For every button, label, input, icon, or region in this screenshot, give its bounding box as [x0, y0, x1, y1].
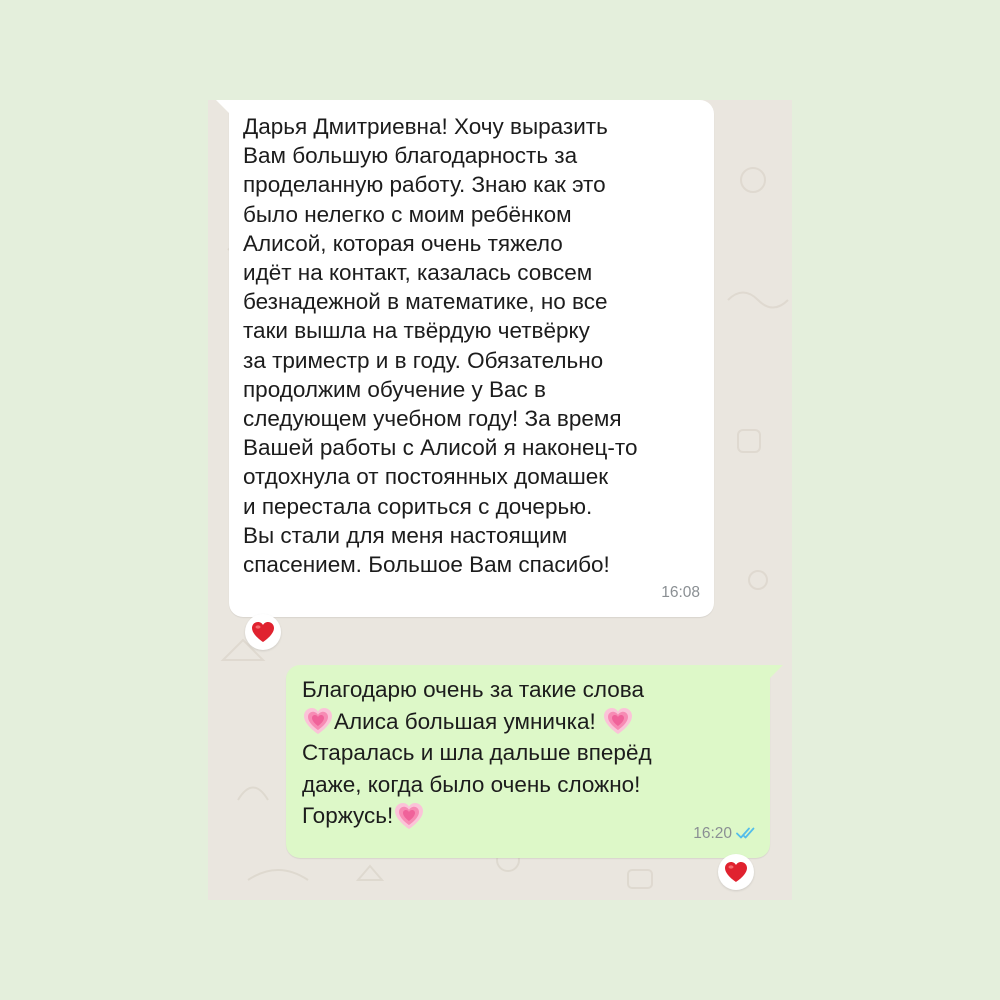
message-line — [302, 800, 754, 832]
message-line-text: Горжусь! — [302, 803, 394, 828]
message-line-text: Благодарю очень за такие слова — [302, 677, 645, 702]
bubble-tail — [216, 100, 230, 114]
outgoing-message-meta — [693, 819, 758, 848]
message-line: Дарья Дмитриевна! Хочу выразить — [243, 114, 608, 139]
outgoing-message-bubble[interactable] — [286, 665, 770, 858]
message-line: и перестала сориться с дочерью. — [243, 493, 593, 519]
message-line-text: Старалась и шла дальше вперёд — [302, 740, 652, 765]
incoming-message-bubble[interactable] — [229, 100, 714, 617]
outgoing-reaction-badge[interactable] — [718, 854, 754, 890]
message-line — [302, 769, 754, 801]
red-heart-icon — [250, 620, 276, 644]
incoming-message-time: 16:08 — [661, 583, 700, 601]
incoming-reaction-badge[interactable] — [245, 614, 281, 650]
message-line: было нелегко с моим ребёнком — [243, 201, 572, 227]
message-line: Вам большую благодарность за — [243, 143, 578, 169]
growing-heart-icon — [302, 706, 334, 736]
message-line: за триместр и в году. Обязательно — [243, 347, 604, 373]
message-line-text: Алиса большая умничка! — [334, 708, 596, 734]
message-line — [302, 706, 754, 738]
message-line: продолжим обучение у Вас в — [243, 376, 546, 402]
message-line: проделанную работу. Знаю как это — [243, 172, 606, 198]
message-line: Вы стали для меня настоящим — [243, 522, 568, 548]
bubble-tail — [769, 665, 783, 679]
message-line-text: даже, когда было очень сложно! — [302, 771, 641, 797]
message-line: безнадежной в математике, но все — [243, 289, 608, 315]
red-heart-icon — [723, 860, 749, 884]
outgoing-message-time: 16:20 — [693, 824, 732, 842]
message-line: спасением. Большое Вам спасибо! — [243, 552, 610, 578]
message-line: следующем учебном году! За время — [243, 406, 622, 432]
growing-heart-icon — [393, 801, 425, 831]
outgoing-message-text — [302, 674, 754, 832]
message-line: Алисой, которая очень тяжело — [243, 230, 563, 256]
message-line: Вашей работы с Алисой я наконец-то — [243, 435, 638, 461]
message-line — [302, 737, 754, 769]
message-line: отдохнула от постоянных домашек — [243, 464, 609, 490]
growing-heart-icon — [602, 706, 634, 736]
double-check-read-icon — [736, 826, 758, 840]
message-line: таки вышла на твёрдую четвёрку — [243, 318, 590, 344]
message-line — [302, 674, 754, 706]
message-line: идёт на контакт, казалась совсем — [243, 260, 593, 286]
incoming-message-text — [243, 112, 700, 579]
